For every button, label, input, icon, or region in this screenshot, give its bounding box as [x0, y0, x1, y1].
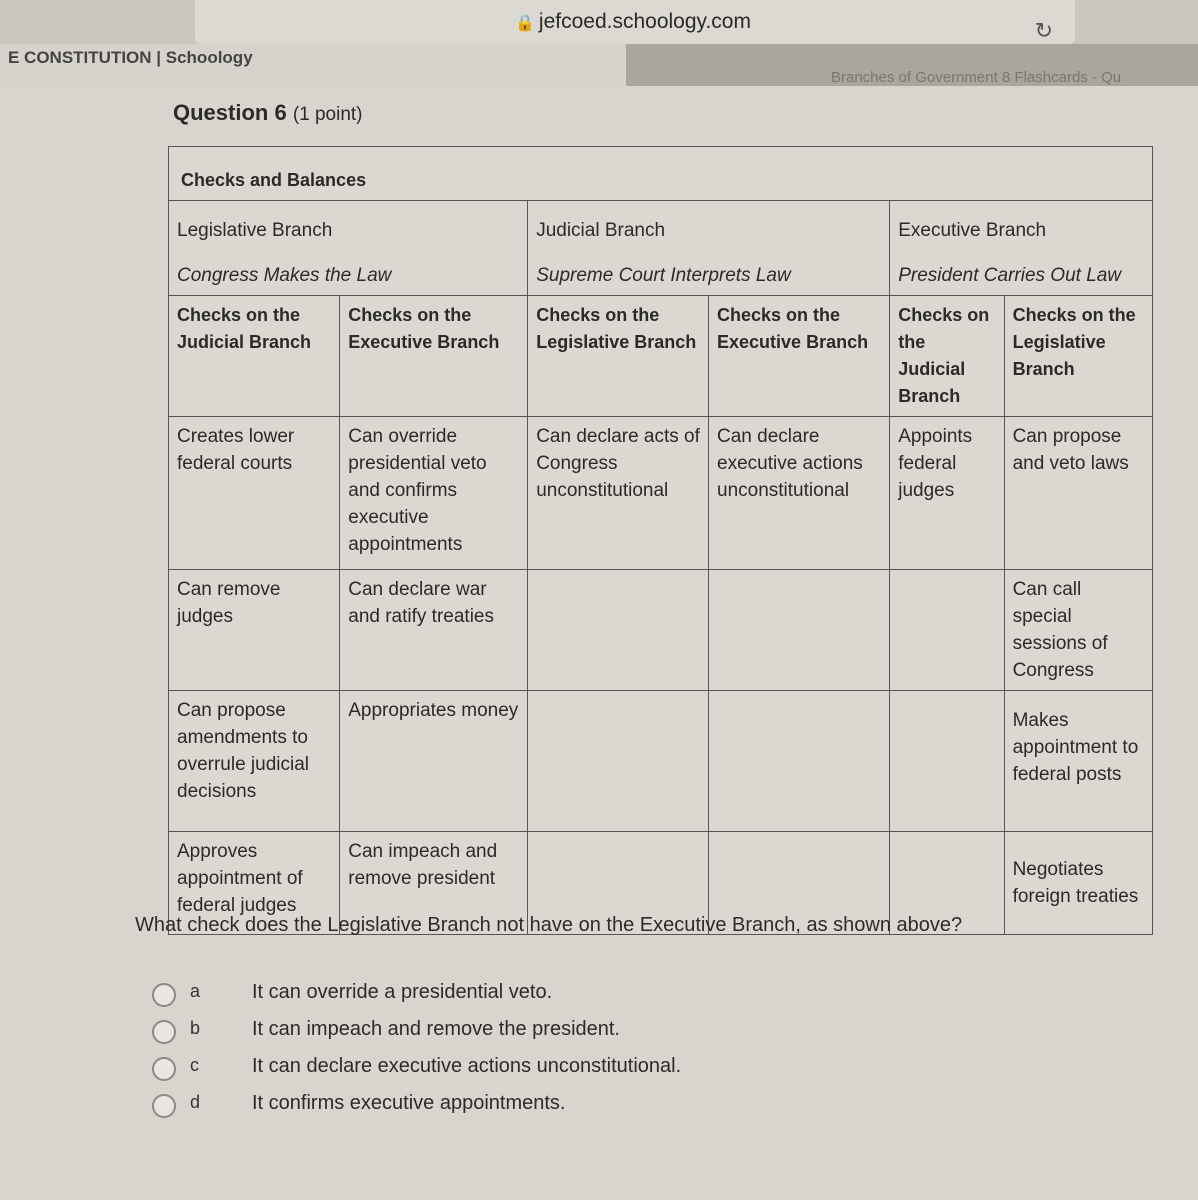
table-cell: Can declare acts of Congress unconstitutional: [528, 417, 709, 570]
table-cell: Can declare war and ratify treaties: [340, 570, 528, 691]
table-cell: Can override presidential veto and confirms executive appointments: [340, 417, 528, 570]
radio-button[interactable]: [152, 1020, 176, 1044]
radio-button[interactable]: [152, 1057, 176, 1081]
radio-button[interactable]: [152, 983, 176, 1007]
table-cell: [890, 570, 1004, 691]
table-cell: Creates lower federal courts: [169, 417, 340, 570]
table-cell: Negotiates foreign treaties: [1004, 832, 1152, 935]
branch-subtitle: President Carries Out Law: [898, 265, 1122, 286]
question-prompt: What check does the Legislative Branch not have on the Executive Branch, as shown above?: [135, 914, 963, 936]
option-text[interactable]: It confirms executive appointments.: [252, 1092, 566, 1114]
table-row: [169, 417, 1153, 570]
branch-subtitle: Congress Makes the Law: [177, 265, 392, 286]
table-cell: Appropriates money: [340, 691, 528, 832]
tab-flashcards[interactable]: Branches of Government 8 Flashcards - Qu: [626, 44, 1198, 86]
table-cell: Appoints federal judges: [890, 417, 1004, 570]
radio-button[interactable]: [152, 1094, 176, 1118]
address-bar[interactable]: [195, 0, 1075, 44]
table-title: Checks and Balances: [169, 147, 1153, 201]
column-header: Checks on the Legislative Branch: [528, 296, 709, 417]
option-text[interactable]: It can override a presidential veto.: [252, 981, 553, 1003]
branch-subtitle: Supreme Court Interprets Law: [536, 265, 791, 286]
reload-icon[interactable]: ↻: [1034, 18, 1053, 43]
table-cell: Makes appointment to federal posts: [1004, 691, 1152, 832]
table-row: [169, 570, 1153, 691]
url-text: jefcoed.schoology.com: [538, 10, 751, 33]
table-cell: [528, 691, 709, 832]
table-cell: Can declare executive actions unconstitutional: [709, 417, 890, 570]
table-cell: Can propose and veto laws: [1004, 417, 1152, 570]
table-cell: [528, 570, 709, 691]
table-cell: Can call special sessions of Congress: [1004, 570, 1152, 691]
tab-strip: [0, 44, 1198, 86]
url-display[interactable]: [515, 10, 751, 34]
branch-name: Executive Branch: [898, 220, 1047, 241]
branch-name: Judicial Branch: [536, 220, 666, 241]
question-page: [0, 86, 1198, 1200]
option-letter: b: [190, 1018, 201, 1038]
column-header: Checks on the Legislative Branch: [1004, 296, 1152, 417]
column-header: Checks on the Executive Branch: [340, 296, 528, 417]
table-cell: [890, 691, 1004, 832]
option-text[interactable]: It can impeach and remove the president.: [252, 1018, 620, 1040]
question-number: Question 6: [173, 100, 287, 125]
table-cell: Approves appointment of federal judges: [169, 832, 340, 935]
branch-executive: [890, 201, 1153, 296]
table-cell: Can propose amendments to overrule judicial decisions: [169, 691, 340, 832]
branch-name: Legislative Branch: [177, 220, 333, 241]
table-cell: [709, 691, 890, 832]
browser-top-bar: [0, 0, 1198, 50]
option-letter: a: [190, 981, 201, 1001]
column-header: Checks on the Judicial Branch: [169, 296, 340, 417]
table-cell: [709, 570, 890, 691]
table-cell: Can impeach and remove president: [340, 832, 528, 935]
table-row: [169, 691, 1153, 832]
branch-legislative: [169, 201, 528, 296]
tab-constitution[interactable]: E CONSTITUTION | Schoology: [0, 44, 626, 86]
column-header: Checks on the Executive Branch: [709, 296, 890, 417]
option-text[interactable]: It can declare executive actions unconstitutional.: [252, 1055, 682, 1077]
option-letter: c: [190, 1055, 199, 1075]
table-cell: Can remove judges: [169, 570, 340, 691]
branch-judicial: [528, 201, 890, 296]
column-header: Checks on the Judicial Branch: [890, 296, 1004, 417]
lock-icon: 🔒: [515, 15, 535, 32]
question-title: [173, 100, 363, 126]
question-points: (1 point): [292, 104, 363, 125]
checks-balances-table: [168, 146, 1153, 935]
option-letter: d: [190, 1092, 201, 1112]
